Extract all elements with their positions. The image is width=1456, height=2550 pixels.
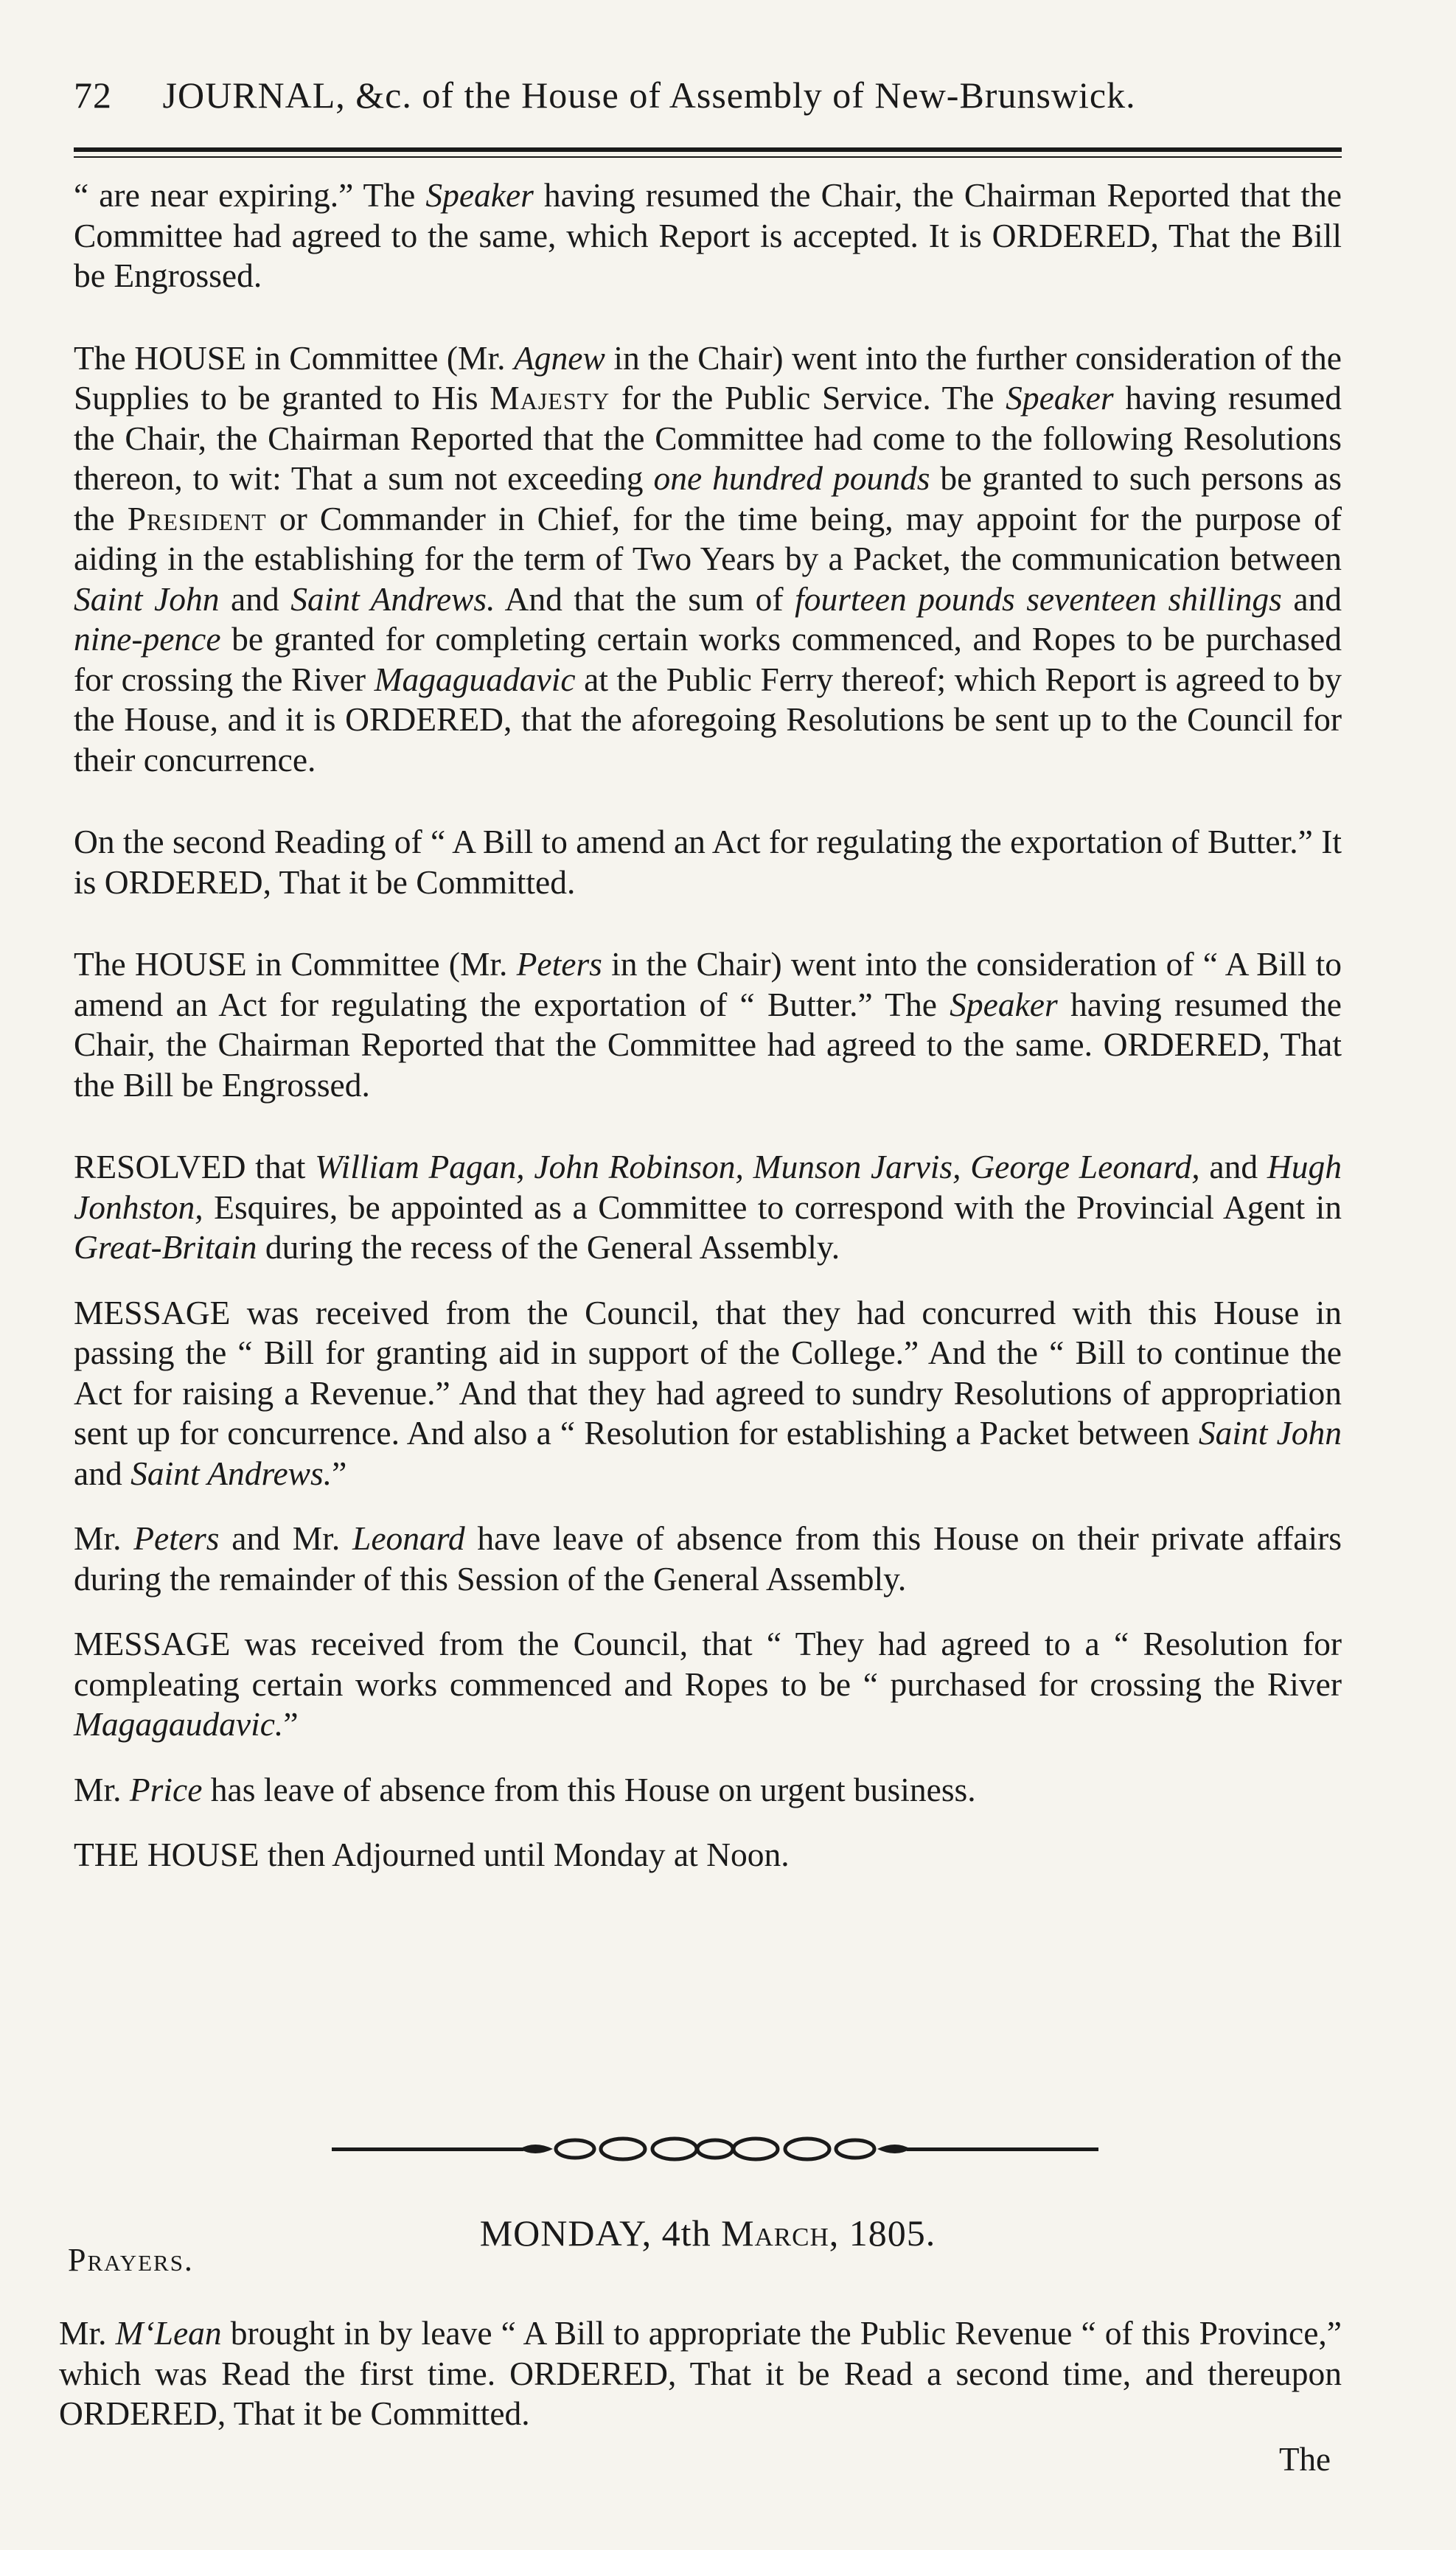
- catchword: The: [1279, 2441, 1331, 2478]
- journal-body: [74, 175, 1342, 1875]
- paragraph-bill-engrossed: “ are near expiring.” The Speaker having resumed the Chair, the Chairman Reported that the Committee had agreed to the same, which Report is accepted. It is ORDERED, That the Bill be Engrossed.: [74, 176, 1342, 294]
- header-rule-thick: [74, 147, 1342, 152]
- paragraph-revenue-bill: Mr. M‘Lean brought in by leave “ A Bill to appropriate the Public Revenue “ of this Province,” which was Read the first time. ORDERED, That it be Read a second time, and thereupon ORDERED, That it be Committed.: [59, 2314, 1342, 2432]
- paragraph-supplies-committee: The HOUSE in Committee (Mr. Agnew in the Chair) went into the further consideration of the Supplies to be granted to His Majesty for the Public Service. The Speaker having resumed the Chair, the Chairman Reported that the Committee had come to the following Resolutions thereon, to wit: That a sum not exceeding one hundred pounds be granted to such persons as the President or Commander in Chief, for the time being, may appoint for the purpose of aiding in the establishing for the term of Two Years by a Packet, the communication between Saint John and Saint Andrews. And that the sum of fourteen pounds seventeen shillings and nine-pence be granted for completing certain works commenced, and Ropes to be purchased for crossing the River Magaguadavic at the Public Ferry thereof; which Report is agreed to by the House, and it is ORDERED, that the aforegoing Resolutions be sent up to the Council for their concurrence.: [74, 338, 1342, 778]
- paragraph-resolved-committee: RESOLVED that William Pagan, John Robinson, Munson Jarvis, George Leonard, and Hugh Jonhston, Esquires, be appointed as a Committee to correspond with the Provincial Agent in Great-Britain during the recess of the General Assembly.: [74, 1148, 1342, 1266]
- prayers-heading: Prayers.: [68, 2242, 194, 2278]
- paragraph-council-message-2: MESSAGE was received from the Council, that “ They had agreed to a “ Resolution for compleating certain works commenced and Ropes to be “ purchased for crossing the River Magagaudavic.”: [74, 1625, 1342, 1743]
- paragraph-price-leave: Mr. Price has leave of absence from this House on urgent business.: [74, 1770, 976, 1808]
- ornament-divider: [332, 2134, 1098, 2164]
- paragraph-adjourned: THE HOUSE then Adjourned until Monday at Noon.: [74, 1836, 790, 1873]
- running-title: JOURNAL, &c. of the House of Assembly of New-Brunswick.: [162, 74, 1136, 116]
- page-number: 72: [74, 74, 112, 116]
- header-rule-thin: [74, 156, 1342, 158]
- paragraph-butter-committee: The HOUSE in Committee (Mr. Peters in the Chair) went into the consideration of “ A Bill to amend an Act for regulating the exportation of “ Butter.” The Speaker having resumed the Chair, the Chairman Reported that the Committee had agreed to the same. ORDERED, That the Bill be Engrossed.: [74, 945, 1342, 1104]
- paragraph-butter-second-reading: On the second Reading of “ A Bill to amend an Act for regulating the exportation of Butter.” It is ORDERED, That it be Committed.: [74, 823, 1342, 901]
- date-heading: MONDAY, 4th March, 1805.: [479, 2212, 936, 2254]
- journal-body-monday: [59, 2313, 1342, 2434]
- page-header: [74, 74, 1342, 116]
- paragraph-leave-of-absence: Mr. Peters and Mr. Leonard have leave of absence from this House on their private affairs during the remainder of this Session of the General Assembly.: [74, 1519, 1342, 1598]
- paragraph-council-message-1: MESSAGE was received from the Council, that they had concurred with this House in passing the “ Bill for granting aid in support of the College.” And the “ Bill to continue the Act for raising a Revenue.” And that they had agreed to sundry Resolutions of appropriation sent up for concurrence. And also a “ Resolution for establishing a Packet between Saint John and Saint Andrews.”: [74, 1293, 1342, 1492]
